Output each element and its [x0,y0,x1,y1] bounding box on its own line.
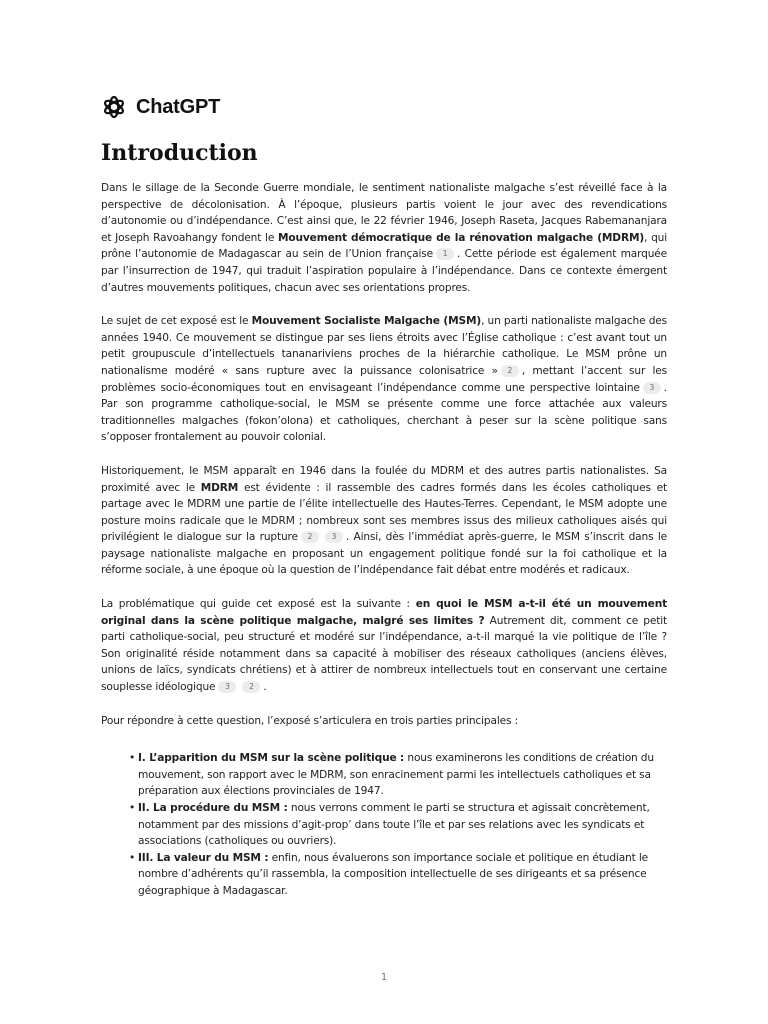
citation-badge[interactable]: 2 [242,681,260,693]
brand-header [101,95,667,119]
page-title: Introduction [101,140,258,166]
text: , un parti nationaliste malgache des années 1940. Ce mouvement se distingue par ses liens étroits avec l’Église catholique : c’est avant tout un petit groupuscule d’intellectuels tananariviens proches de la hiérarchie catholique. Le MSM prône un nationalisme modéré « sans rupture avec la puissance colonisatrice » [101,315,668,377]
text: Autrement dit, comment ce petit parti catholique-social, peu structuré et modéré sur l’indépendance, a-t-il marqué la vie politique de l’île ? Son originalité réside notamment dans sa capacité à mobiliser des réseaux catholiques (anciens élèves, unions de laïcs, syndicats chrétiens) et à attirer de nombreux intellectuels tout en conservant une certaine souplesse idéologique [101,614,667,694]
bold-text: Mouvement Socialiste Malgache (MSM) [251,315,482,328]
text: . [263,681,267,694]
openai-logo-icon [101,94,127,120]
bold-text: Mouvement démocratique de la rénovation malgache (MDRM) [278,231,645,244]
bold-text: MDRM [200,481,239,494]
page-number: 1 [380,972,388,983]
list-item-heading: III. La valeur du MSM : [138,851,269,864]
list-item-heading: II. La procédure du MSM : [138,802,288,814]
citation-badge[interactable]: 3 [643,382,661,394]
text: Le sujet de cet exposé est le [101,315,252,328]
paragraph-5 [101,713,667,730]
text: , mettant l’accent sur les problèmes socio-économiques tout en envisageant l’indépendance comme une perspective lointaine [101,364,667,394]
paragraph-4 [101,596,667,696]
text: Pour répondre à cette question, l’exposé s’articulera en trois parties principales : [101,714,518,727]
citation-badge[interactable]: 1 [436,248,454,260]
bullet: • [129,752,136,765]
citation-badge[interactable]: 3 [218,681,236,693]
paragraph-2 [101,313,667,446]
text: La problématique qui guide cet exposé est la suivante : [101,598,416,611]
document-page [101,95,667,900]
bullet: • [129,802,136,814]
list-item [129,800,667,850]
text: est évidente : il rassemble des cadres formés dans les écoles catholiques et partage avec le MDRM une partie de l’élite intellectuelle des Hautes-Terres. Cependant, le MSM adopte une posture moins radicale que le MDRM ; nombreux sont ses membres issus des milieux catholiques aisés qui privilégient le dialogue sur la rupture [101,481,667,544]
list-item [129,750,667,800]
paragraph-3 [101,463,667,579]
bullet: • [129,851,136,864]
list-item [129,850,667,900]
list-item-text: nous verrons comment le parti se structura et agissait concrètement, notamment par des missions d’agit-prop’ dans toute l’île et par ses relations avec les syndicats et associations (catholiques ou ouvriers). [138,802,650,848]
list-item-text: enfin, nous évaluerons son importance sociale et politique en étudiant le nombre d’adhérents qu’il rassembla, la composition intellectuelle de ses dirigeants et sa présence géographique à Madagascar. [138,851,648,897]
text: Dans le sillage de la Seconde Guerre mondiale, le sentiment nationaliste malgache s’est réveillé face à la perspective de décolonisation. À l’époque, plusieurs partis voient le jour avec des revendications d’autonomie ou d’indépendance. C’est ainsi que, le 22 février 1946, Joseph Raseta, Jacques Rabemananjara et Joseph Ravoahangy fondent le [101,182,667,244]
text: , qui prône l’autonomie de Madagascar au sein de l’Union française [101,231,667,261]
text: . Par son programme catholique-social, le MSM se présente comme une force attachée aux valeurs traditionnelles malgaches (fokon’olona) et catholiques, cherchant à peser sur la scène politique sans s’opposer frontalement au pouvoir colonial. [101,381,667,444]
text: . Cette période est également marquée par l’insurrection de 1947, qui traduit l’aspiration populaire à l’indépendance. Dans ce contexte émergent d’autres mouvements politiques, chacun avec ses orientations propres. [101,248,667,294]
bold-text: en quoi le MSM a-t-il été un mouvement original dans la scène politique malgache, malgré ses limites ? [101,598,667,627]
list-item-heading: I. L’apparition du MSM sur la scène politique : [138,752,405,765]
paragraph-1 [101,180,667,296]
text: Historiquement, le MSM apparaît en 1946 dans la foulée du MDRM et des autres partis nationalistes. Sa proximité avec le [101,464,667,494]
citation-badge[interactable]: 2 [301,531,319,543]
citation-badge[interactable]: 2 [501,365,519,377]
list-item-text: nous examinerons les conditions de création du mouvement, son rapport avec le MDRM, son enracinement parmi les intellectuels catholiques et sa préparation aux élections provinciales de 1947. [138,752,654,798]
citation-badge[interactable]: 3 [325,531,343,543]
outline-list [101,750,667,899]
text: . Ainsi, dès l’immédiat après-guerre, le MSM s’inscrit dans le paysage nationaliste malgache en proposant un engagement politique fondé sur la foi catholique et la réforme sociale, à une époque où la question de l’indépendance fait débat entre modérés et radicaux. [101,531,667,577]
brand-name: ChatGPT [136,95,221,118]
